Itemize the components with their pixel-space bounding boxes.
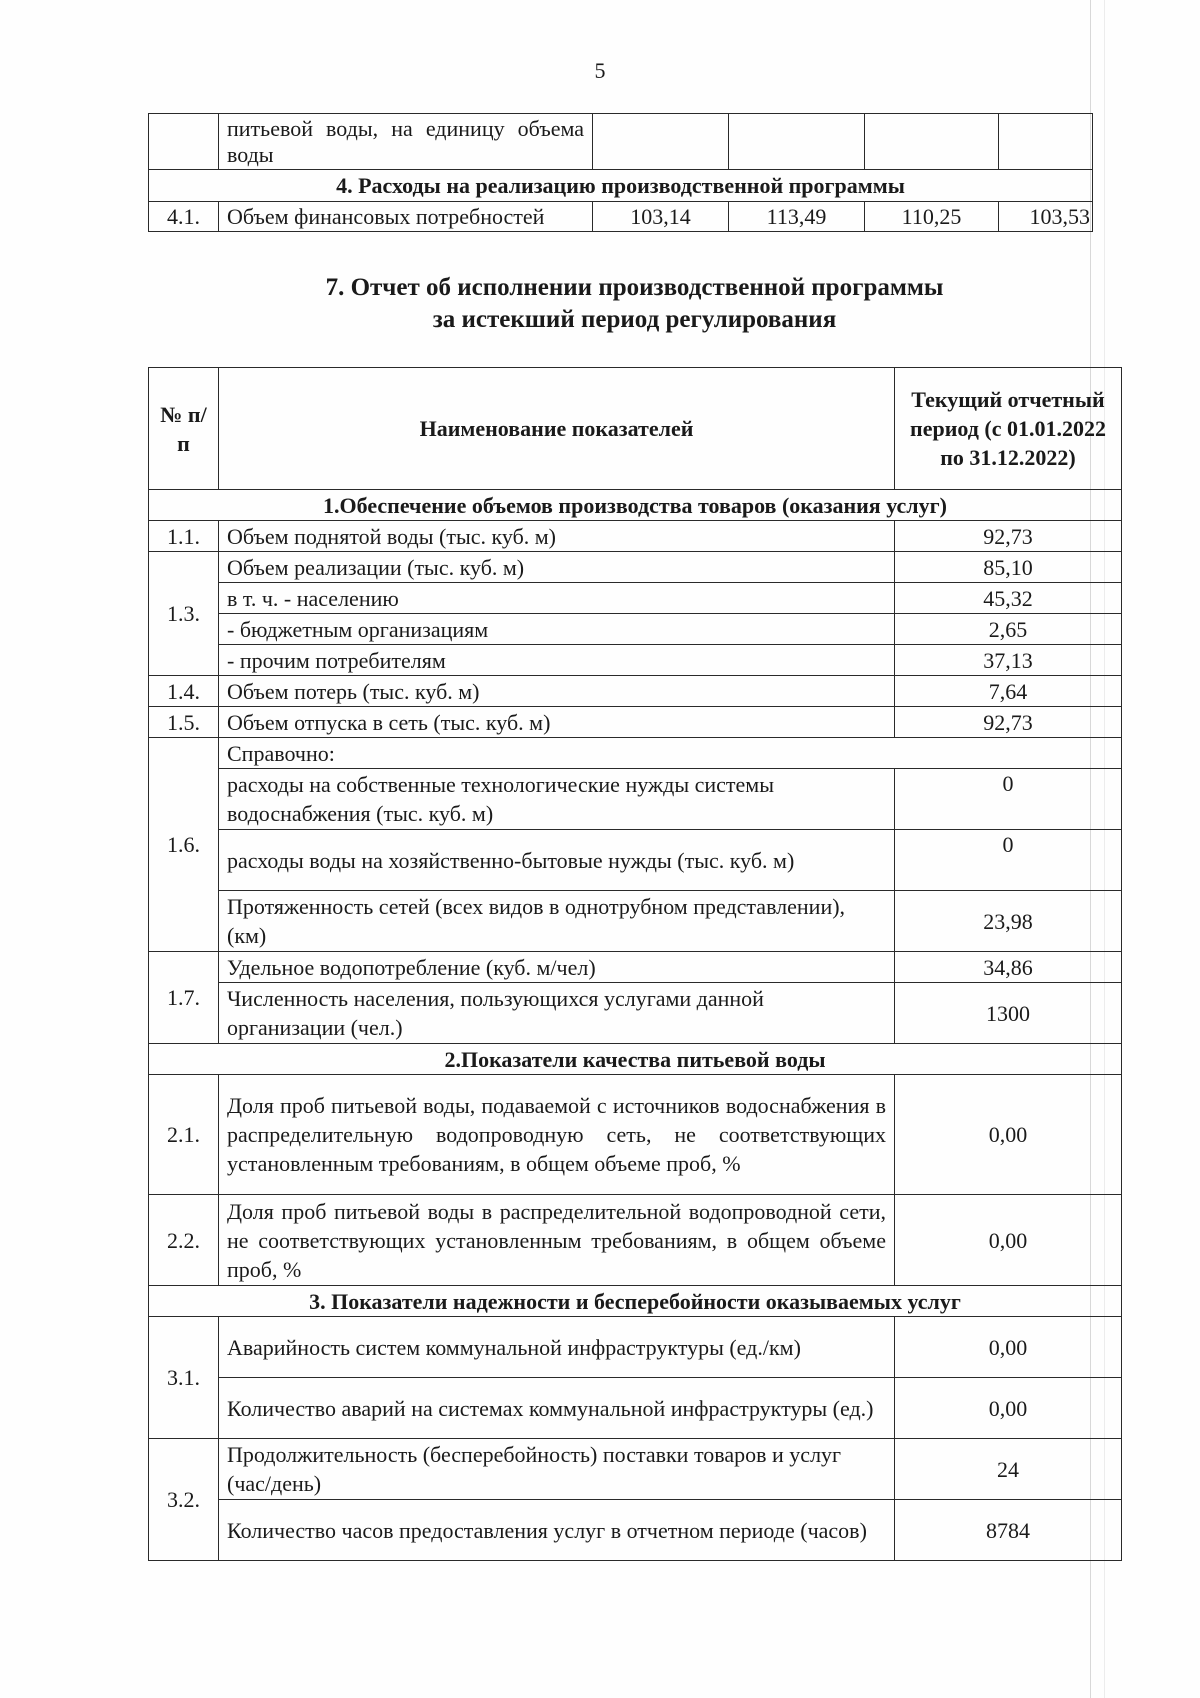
row-label: Объем потерь (тыс. куб. м) xyxy=(219,676,895,707)
section2-title: 2.Показатели качества питьевой воды xyxy=(149,1044,1122,1075)
table-cell xyxy=(999,114,1093,170)
section7-title xyxy=(148,272,1121,336)
table-cell xyxy=(149,114,219,170)
section-row xyxy=(149,170,1093,202)
header-name: Наименование показателей xyxy=(219,368,895,490)
row-label: - бюджетным организациям xyxy=(219,614,895,645)
row-number: 3.2. xyxy=(149,1439,219,1561)
header-num: № п/п xyxy=(149,368,219,490)
value-cell: 0,00 xyxy=(895,1378,1122,1439)
row-number: 2.1. xyxy=(149,1075,219,1195)
table-cell xyxy=(865,114,999,170)
value-cell: 0 xyxy=(895,769,1122,830)
section3-title: 3. Показатели надежности и бесперебойности оказываемых услуг xyxy=(149,1286,1122,1317)
row-label: расходы воды на хозяйственно-бытовые нужды (тыс. куб. м) xyxy=(219,830,895,891)
section1-title: 1.Обеспечение объемов производства товаров (оказания услуг) xyxy=(149,490,1122,521)
table-row xyxy=(149,952,1122,983)
row-number: 1.1. xyxy=(149,521,219,552)
reference-label: Справочно: xyxy=(219,738,1122,769)
value-cell: 0 xyxy=(895,830,1122,891)
value-cell: 0,00 xyxy=(895,1075,1122,1195)
row-number: 4.1. xyxy=(149,202,219,232)
row-number: 1.3. xyxy=(149,552,219,676)
table-row xyxy=(149,738,1122,769)
table-row xyxy=(149,1195,1122,1286)
row-number: 1.5. xyxy=(149,707,219,738)
row-number: 1.4. xyxy=(149,676,219,707)
table-row xyxy=(149,521,1122,552)
row-number: 3.1. xyxy=(149,1317,219,1439)
table-cell xyxy=(729,114,865,170)
value-cell: 24 xyxy=(895,1439,1122,1500)
row-label: Объем финансовых потребностей xyxy=(219,202,593,232)
top-table-continuation xyxy=(148,113,1093,232)
table-row xyxy=(149,891,1122,952)
value-cell: 45,32 xyxy=(895,583,1122,614)
section7-title-line2: за истекший период регулирования xyxy=(432,306,837,333)
value-cell: 0,00 xyxy=(895,1317,1122,1378)
table-row xyxy=(149,552,1122,583)
row-number: 2.2. xyxy=(149,1195,219,1286)
table-row xyxy=(149,676,1122,707)
value-cell: 7,64 xyxy=(895,676,1122,707)
table-row xyxy=(149,830,1122,891)
table-row xyxy=(149,114,1093,170)
row-label: Доля проб питьевой воды в распределительной водопроводной сети, не соответствующих установленным требованиям, в общем объеме проб, % xyxy=(219,1195,895,1286)
table-row xyxy=(149,1075,1122,1195)
value-cell: 1300 xyxy=(895,983,1122,1044)
row-label: Протяженность сетей (всех видов в однотрубном представлении), (км) xyxy=(219,891,895,952)
table-row xyxy=(149,983,1122,1044)
table-row xyxy=(149,1500,1122,1561)
value-cell: 37,13 xyxy=(895,645,1122,676)
table-row xyxy=(149,1317,1122,1378)
section-row xyxy=(149,1286,1122,1317)
report-table xyxy=(148,367,1122,1561)
row-label: Количество часов предоставления услуг в отчетном периоде (часов) xyxy=(219,1500,895,1561)
row-number: 1.6. xyxy=(149,738,219,952)
value-cell: 103,14 xyxy=(593,202,729,232)
row-label: - прочим потребителям xyxy=(219,645,895,676)
row-label: Удельное водопотребление (куб. м/чел) xyxy=(219,952,895,983)
table-row xyxy=(149,1439,1122,1500)
section-row xyxy=(149,490,1122,521)
table-row xyxy=(149,707,1122,738)
value-cell: 23,98 xyxy=(895,891,1122,952)
row-number: 1.7. xyxy=(149,952,219,1044)
row-label: расходы на собственные технологические нужды системы водоснабжения (тыс. куб. м) xyxy=(219,769,895,830)
table-cell xyxy=(593,114,729,170)
value-cell: 34,86 xyxy=(895,952,1122,983)
header-period: Текущий отчетный период (с 01.01.2022 по 31.12.2022) xyxy=(895,368,1122,490)
header-row xyxy=(149,368,1122,490)
table-row xyxy=(149,614,1122,645)
table-row xyxy=(149,645,1122,676)
section7-title-line1: 7. Отчет об исполнении производственной программы xyxy=(325,274,944,301)
section4-title: 4. Расходы на реализацию производственной программы xyxy=(149,170,1093,202)
row-label: Аварийность систем коммунальной инфраструктуры (ед./км) xyxy=(219,1317,895,1378)
row-label: Объем поднятой воды (тыс. куб. м) xyxy=(219,521,895,552)
row-label: в т. ч. - населению xyxy=(219,583,895,614)
row-label: Продолжительность (бесперебойность) поставки товаров и услуг (час/день) xyxy=(219,1439,895,1500)
value-cell: 110,25 xyxy=(865,202,999,232)
table-row xyxy=(149,1378,1122,1439)
table-row xyxy=(149,769,1122,830)
value-cell: 85,10 xyxy=(895,552,1122,583)
continuation-text: питьевой воды, на единицу объема воды xyxy=(219,114,593,170)
value-cell: 113,49 xyxy=(729,202,865,232)
section-row xyxy=(149,1044,1122,1075)
value-cell: 103,53 xyxy=(999,202,1093,232)
value-cell: 0,00 xyxy=(895,1195,1122,1286)
row-label: Количество аварий на системах коммунальной инфраструктуры (ед.) xyxy=(219,1378,895,1439)
page-number: 5 xyxy=(594,58,606,83)
table-row xyxy=(149,202,1093,232)
value-cell: 2,65 xyxy=(895,614,1122,645)
table-row xyxy=(149,583,1122,614)
value-cell: 8784 xyxy=(895,1500,1122,1561)
value-cell: 92,73 xyxy=(895,521,1122,552)
value-cell: 92,73 xyxy=(895,707,1122,738)
row-label: Численность населения, пользующихся услугами данной организации (чел.) xyxy=(219,983,895,1044)
row-label: Объем реализации (тыс. куб. м) xyxy=(219,552,895,583)
row-label: Объем отпуска в сеть (тыс. куб. м) xyxy=(219,707,895,738)
row-label: Доля проб питьевой воды, подаваемой с источников водоснабжения в распределительную водопроводную сеть, не соответствующих установленным требованиям, в общем объеме проб, % xyxy=(219,1075,895,1195)
